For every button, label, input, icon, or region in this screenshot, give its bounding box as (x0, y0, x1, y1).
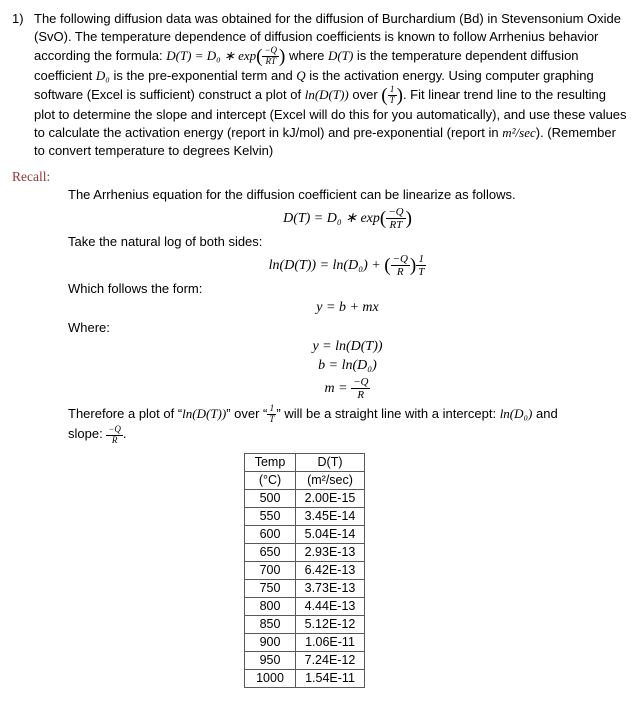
fraction-denominator: R (106, 435, 123, 446)
fraction-q-rt (262, 46, 279, 67)
dt-cell: 4.44E-13 (296, 598, 365, 616)
table-row (245, 634, 365, 652)
formula-run: D(T) = D₀ ∗ exp (283, 210, 380, 226)
table-row (245, 598, 365, 616)
fraction-numerator: −Q (392, 252, 408, 265)
right-paren: ) (396, 84, 403, 106)
text-run: over (348, 86, 382, 102)
equation-linear-form: y = b + mx (316, 299, 379, 315)
dt-cell: 3.73E-13 (296, 580, 365, 598)
col-units-temp: (°C) (245, 472, 296, 490)
table-row (245, 616, 365, 634)
fraction-numerator: 1 (418, 252, 425, 265)
problem-item (12, 10, 627, 160)
fraction-denominator: R (391, 265, 410, 278)
table-row (245, 490, 365, 508)
recall-heading: Recall: (12, 168, 51, 184)
text-run: ” will be a straight line with a intercept: (276, 405, 500, 421)
temp-cell: 550 (245, 508, 296, 526)
fraction-numerator: 1 (269, 402, 275, 413)
formula-run: Q (296, 67, 306, 83)
fraction-one-over-t (416, 253, 426, 278)
equation-y-def: y = ln(D(T)) (312, 338, 383, 354)
temp-cell: 1000 (245, 670, 296, 688)
table-row (245, 526, 365, 544)
dt-cell: 1.06E-11 (296, 634, 365, 652)
dt-cell: 7.24E-12 (296, 652, 365, 670)
formula-run: ln(D₀) (499, 405, 533, 421)
recall-line: Where: (68, 319, 110, 335)
table-units-row (245, 472, 365, 490)
text-run: ). (Remember to convert temperature to degrees Kelvin) (34, 124, 616, 158)
dt-cell: 2.00E-15 (296, 490, 365, 508)
temp-cell: 900 (245, 634, 296, 652)
right-paren: ) (409, 254, 417, 276)
temp-cell: 950 (245, 652, 296, 670)
table-row (245, 562, 365, 580)
text-run: The following diffusion data was obtained for the diffusion of Burchardium (Bd) in Stevensonium Oxide (SvO). The temperature dependence of diffusion coefficients is known to follow Arrhenius behavior according the formula: (34, 11, 622, 63)
item-number: 1) (12, 11, 24, 26)
formula-run: ln(D(T)) = ln(D₀) + (268, 257, 385, 273)
formula-run: ln(D(T)) (182, 405, 227, 421)
fraction-numerator: −Q (264, 45, 278, 55)
table-row (245, 544, 365, 562)
text-run: is the activation energy. Using computer graphing software (Excel is sufficient) construct a plot of (34, 67, 594, 102)
equation-log-form (68, 253, 627, 278)
fraction-denominator: T (269, 413, 275, 424)
recall-line: Take the natural log of both sides: (68, 233, 263, 249)
temp-cell: 600 (245, 526, 296, 544)
temp-cell: 500 (245, 490, 296, 508)
fraction-denominator: T (418, 265, 425, 278)
text-run: . Fit linear trend line to the resulting plot to determine the slope and intercept (Excel will do this for you automatically), and use these values to calculate the activation energy (report in kJ/mol) and pre-exponential (report in (34, 86, 627, 140)
recall-conclusion (68, 404, 627, 446)
equation-arrhenius (68, 206, 627, 231)
table-row (245, 580, 365, 598)
formula-run: m = (324, 381, 352, 397)
temp-cell: 700 (245, 562, 296, 580)
fraction-q-r (106, 425, 123, 446)
col-header-temp: Temp (245, 454, 296, 472)
left-paren: ( (384, 254, 391, 276)
fraction-q-r (351, 376, 370, 401)
dt-cell: 2.93E-13 (296, 544, 365, 562)
right-paren: ) (279, 45, 286, 67)
col-header-dt: D(T) (296, 454, 365, 472)
right-paren: ) (405, 207, 412, 229)
text-run: is the temperature dependent diffusion coefficient (34, 47, 579, 83)
formula-run: m²/sec (502, 124, 536, 140)
fraction-one-over-t (388, 85, 397, 106)
temp-cell: 650 (245, 544, 296, 562)
temp-cell: 850 (245, 616, 296, 634)
recall-section (68, 186, 627, 446)
text-run: where (285, 47, 328, 63)
fraction-numerator: −Q (108, 423, 121, 434)
table-row (245, 670, 365, 688)
formula-run: D(T) = D₀ ∗ exp (166, 47, 257, 63)
text-run: slope: (68, 426, 107, 442)
fraction-numerator: 1 (389, 83, 395, 94)
temp-cell: 750 (245, 580, 296, 598)
equation-m-def (68, 376, 627, 401)
text-run: ” over “ (226, 405, 268, 421)
fraction-denominator: RT (386, 218, 405, 231)
fraction-denominator: T (389, 94, 395, 105)
dt-cell: 3.45E-14 (296, 508, 365, 526)
fraction-numerator: −Q (388, 205, 404, 218)
dt-cell: 1.54E-11 (296, 670, 365, 688)
fraction-q-r (391, 253, 410, 278)
col-units-dt: (m²/sec) (296, 472, 365, 490)
left-paren: ( (379, 207, 387, 229)
left-paren: ( (256, 45, 263, 67)
temp-cell: 800 (245, 598, 296, 616)
recall-line: The Arrhenius equation for the diffusion coefficient can be linearize as follows. (68, 186, 516, 202)
diffusion-data-table (244, 453, 365, 688)
table-row (245, 652, 365, 670)
recall-line: Which follows the form: (68, 280, 203, 296)
formula-run: D(T) (328, 47, 354, 63)
dt-cell: 5.12E-12 (296, 616, 365, 634)
formula-run: ln(D(T)) (304, 86, 349, 102)
table-row (245, 508, 365, 526)
fraction-q-rt (386, 206, 405, 231)
text-run: is the pre-exponential term and (109, 67, 297, 83)
left-paren: ( (381, 84, 388, 106)
fraction-numerator: −Q (353, 376, 369, 389)
text-run: . (122, 426, 127, 442)
fraction-denominator: R (351, 388, 370, 401)
text-run: Therefore a plot of “ (68, 405, 183, 421)
problem-text (34, 10, 627, 160)
dt-cell: 5.04E-14 (296, 526, 365, 544)
fraction-denominator: RT (262, 56, 279, 67)
dt-cell: 6.42E-13 (296, 562, 365, 580)
formula-run: D₀ (95, 67, 110, 83)
text-run: and (532, 405, 558, 421)
table-header-row (245, 454, 365, 472)
equation-b-def: b = ln(D₀) (318, 357, 377, 373)
